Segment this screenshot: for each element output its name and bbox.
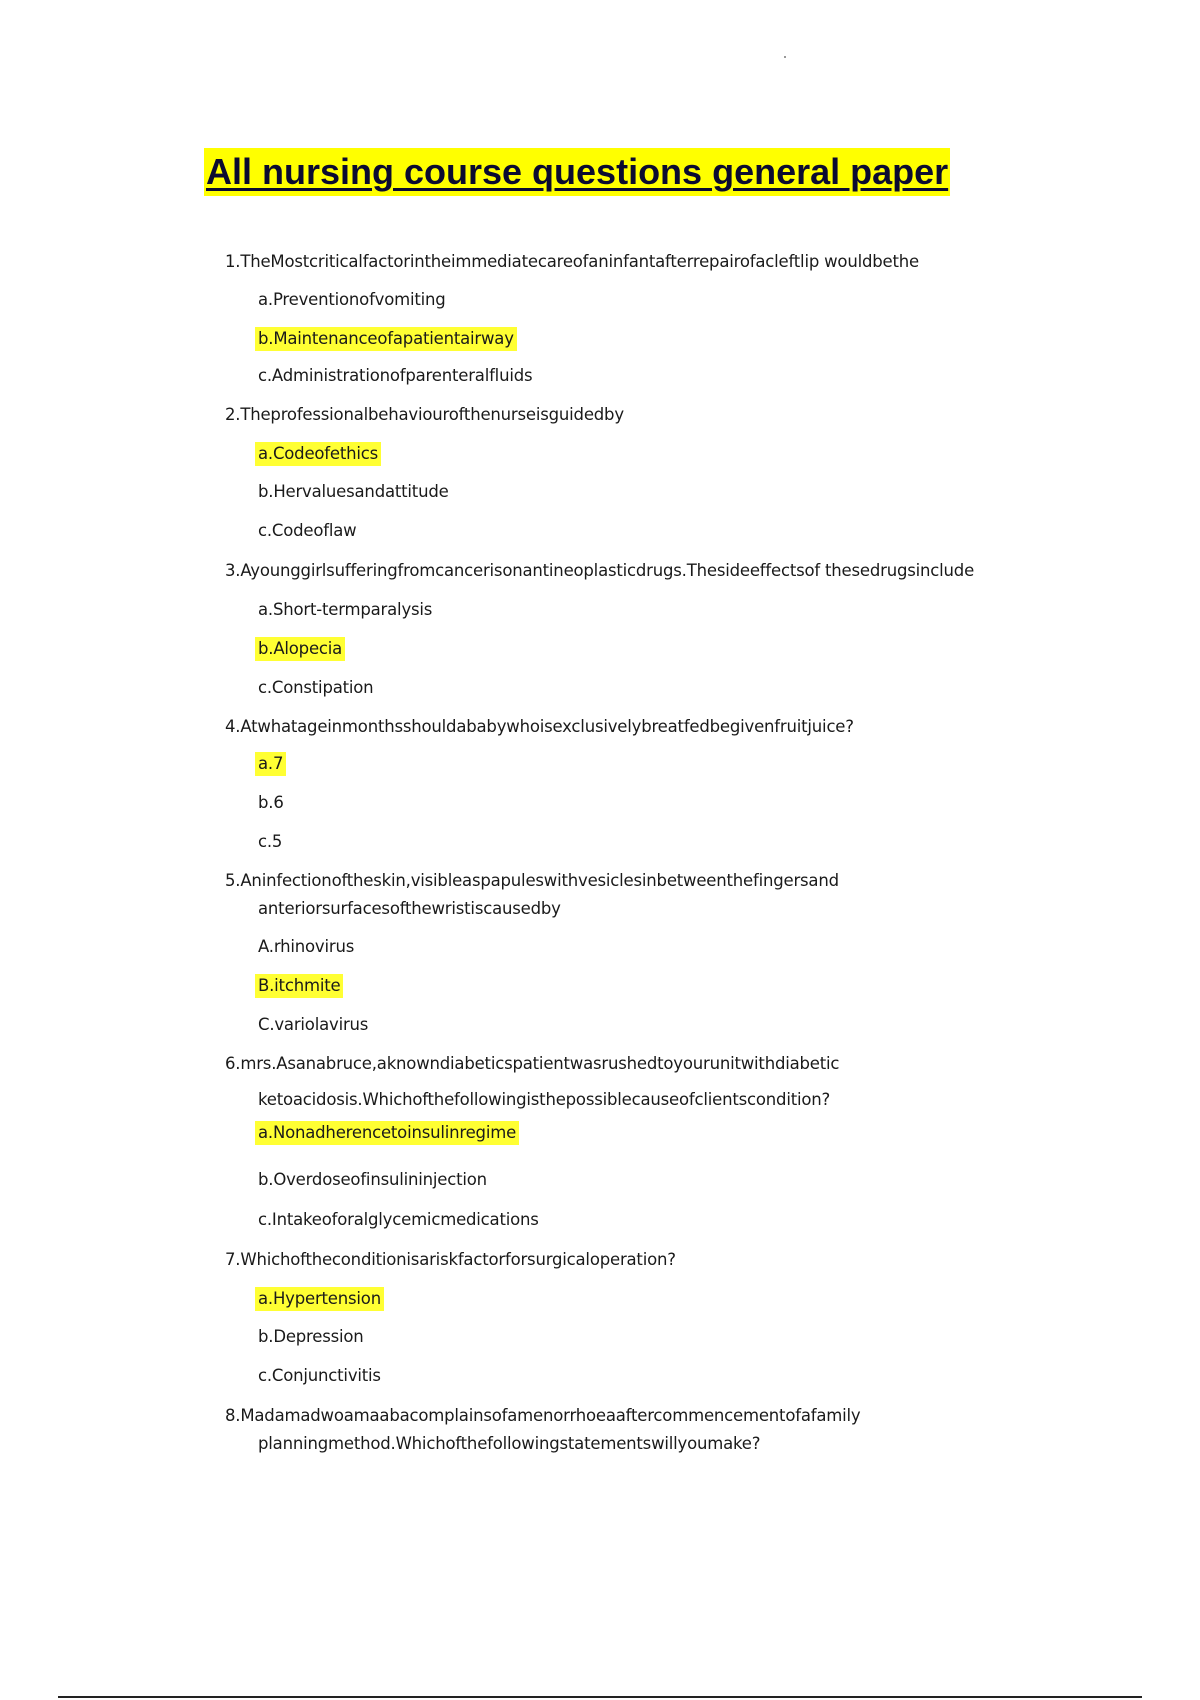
- option-5c: C.variolavirus: [258, 1015, 369, 1034]
- question-3: [225, 557, 974, 585]
- option-3b-correct: b.Alopecia: [255, 637, 345, 661]
- question-text: 2.Theprofessionalbehaviourofthenurseisguidedby: [225, 405, 624, 424]
- option-6c: c.Intakeoforalglycemicmedications: [258, 1210, 539, 1229]
- question-text-continued: planningmethod.Whichofthefollowingstatementswillyoumake?: [258, 1434, 761, 1453]
- question-6: [225, 1050, 839, 1114]
- question-text-continued: anteriorsurfacesofthewristiscausedby: [258, 899, 561, 918]
- option-7a-correct: a.Hypertension: [255, 1287, 384, 1311]
- question-7: [225, 1246, 676, 1274]
- question-8: [225, 1402, 860, 1458]
- option-3a: a.Short-termparalysis: [258, 600, 433, 619]
- document-title: All nursing course questions general paper: [204, 148, 950, 196]
- question-text: 4.Atwhatageinmonthsshouldababywhoisexclusivelybreatfedbegivenfruitjuice?: [225, 717, 854, 736]
- option-6b: b.Overdoseofinsulininjection: [258, 1170, 487, 1189]
- question-text: 1.TheMostcriticalfactorintheimmediatecareofaninfantafterrepairofacleftlip wouldbethe: [225, 252, 919, 271]
- question-text: 3.Ayounggirlsufferingfromcancerisonantineoplasticdrugs.Thesideeffectsof thesedrugsinclude: [225, 561, 975, 580]
- option-2c: c.Codeoflaw: [258, 521, 357, 540]
- option-4c: c.5: [258, 832, 283, 851]
- question-1: [225, 248, 919, 276]
- question-4: [225, 713, 854, 741]
- option-1c: c.Administrationofparenteralfluids: [258, 366, 533, 385]
- option-4a-correct: a.7: [255, 752, 286, 776]
- option-7b: b.Depression: [258, 1327, 364, 1346]
- option-7c: c.Conjunctivitis: [258, 1366, 381, 1385]
- option-1a: a.Preventionofvomiting: [258, 290, 446, 309]
- option-4b: b.6: [258, 793, 284, 812]
- question-5: [225, 867, 839, 923]
- option-5a: A.rhinovirus: [258, 937, 355, 956]
- question-text: 7.Whichoftheconditionisariskfactorforsurgicaloperation?: [225, 1250, 676, 1269]
- question-2: [225, 401, 624, 429]
- scan-speck: [784, 56, 786, 58]
- option-5b-correct: B.itchmite: [255, 974, 343, 998]
- question-text: 6.mrs.Asanabruce,aknowndiabeticspatientwasrushedtoyourunitwithdiabetic: [225, 1054, 840, 1073]
- option-2b: b.Hervaluesandattitude: [258, 482, 449, 501]
- option-3c: c.Constipation: [258, 678, 374, 697]
- option-2a-correct: a.Codeofethics: [255, 442, 381, 466]
- question-text: 8.Madamadwoamaabacomplainsofamenorrhoeaaftercommencementofafamily: [225, 1406, 861, 1425]
- question-text-continued: ketoacidosis.Whichofthefollowingisthepossiblecauseofclientscondition?: [258, 1090, 831, 1109]
- option-6a-correct: a.Nonadherencetoinsulinregime: [255, 1121, 519, 1145]
- question-text: 5.Aninfectionoftheskin,visibleaspapuleswithvesiclesinbetweenthefingersand: [225, 871, 839, 890]
- option-1b-correct: b.Maintenanceofapatientairway: [255, 327, 517, 351]
- footer-rule: [58, 1696, 1142, 1698]
